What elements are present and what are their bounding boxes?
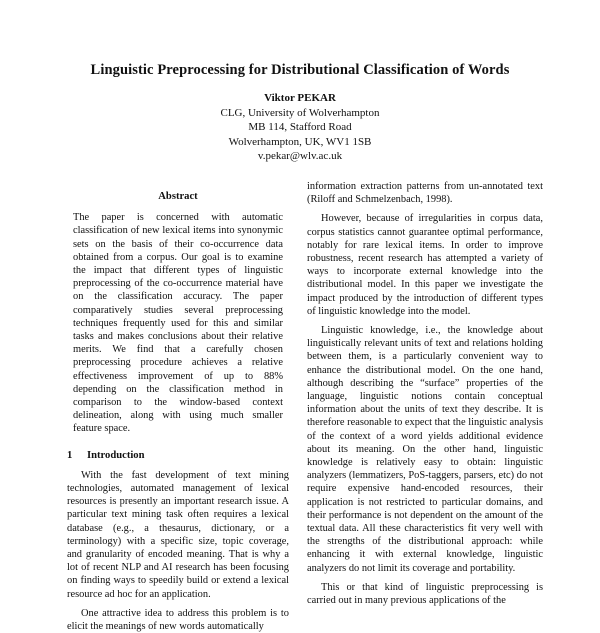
right-paragraph-1: However, because of irregularities in corpus data, corpus statistics cannot guarantee optimal performance, notably for rare lexical items. In order to improve robustness, recent research has attempted a variety of ways to incorporate external knowledge into the distributional model. In this paper we investigate the impact produced by the introduction of different types of linguistic knowledge into the model. <box>307 213 543 317</box>
right-paragraph-2: Linguistic knowledge, i.e., the knowledge about linguistically relevant units of text and relations holding between them, is a particularly convenient way to enhance the distributional model. On the one hand, although describing the “surface” properties of the language, linguistic notions contain conceptual information about the units of text they describe. It is therefore reasonable to expect that the linguistic analysis of the context of a word yields additional evidence about its meaning. On the other hand, linguistic knowledge is relatively easy to obtain: linguistic analyzers (lemmatizers, PoS-taggers, parsers, etc) do not require expensive hand-encoded resources, their application is not restricted to particular domains, and their performance is not dependent on the amount of the textual data. All these characteristics fit very well with the strengths of the distributional approach: while enhancing it with external knowledge, linguistic analyzers do not limit its coverage and portability. <box>307 325 543 574</box>
right-paragraph-3: This or that kind of linguistic preprocessing is carried out in many previous applications of the <box>307 581 543 607</box>
author-address-line-1: MB 114, Stafford Road <box>248 121 352 134</box>
author-email: v.pekar@wlv.ac.uk <box>257 150 343 163</box>
section-title: Introduction <box>87 449 145 461</box>
right-column <box>307 180 543 607</box>
intro-paragraph-1: With the fast development of text mining technologies, automated management of lexical resources is presently an important research issue. A particular text mining task often requires a lexical database (e.g., a thesaurus, dictionary, or a terminology) with a specific size, topic coverage, and granularity of encoded meaning. That is why a lot of recent NLP and AI research has been focusing on finding ways to speedily build or extend a lexical resource ad hoc for an application. <box>67 469 289 600</box>
author-affiliation: CLG, University of Wolverhampton <box>220 106 380 119</box>
intro-paragraph-2: One attractive idea to address this problem is to elicit the meanings of new words automatically <box>67 607 289 633</box>
author-block <box>0 91 600 164</box>
paper-title: Linguistic Preprocessing for Distributional Classification of Words <box>90 62 510 78</box>
section-heading-introduction <box>67 449 289 462</box>
left-column <box>67 190 289 633</box>
section-number: 1 <box>67 449 73 461</box>
abstract-body <box>67 211 289 435</box>
author-name: Viktor PEKAR <box>264 92 336 104</box>
right-paragraph-0: information extraction patterns from un-annotated text (Riloff and Schmelzenbach, 1998). <box>307 181 543 206</box>
author-address-line-2: Wolverhampton, UK, WV1 1SB <box>228 135 372 148</box>
abstract-heading: Abstract <box>158 191 198 202</box>
abstract-text: The paper is concerned with automatic classification of new lexical items into synonymic sets on the basis of their co-occurrence data obtained from a corpus. Our goal is to examine the impact that different types of linguistic preprocessing of the co-occurrence material have on the classification accuracy. The paper comparatively studies several preprocessing techniques frequently used for this and similar tasks and makes conclusions about their relative merits. We find that a carefully chosen preprocessing procedure achieves a relative effectiveness improvement of up to 88% depending on the classification method in comparison to the window-based context delineation, along with using much smaller feature space. <box>73 212 283 435</box>
